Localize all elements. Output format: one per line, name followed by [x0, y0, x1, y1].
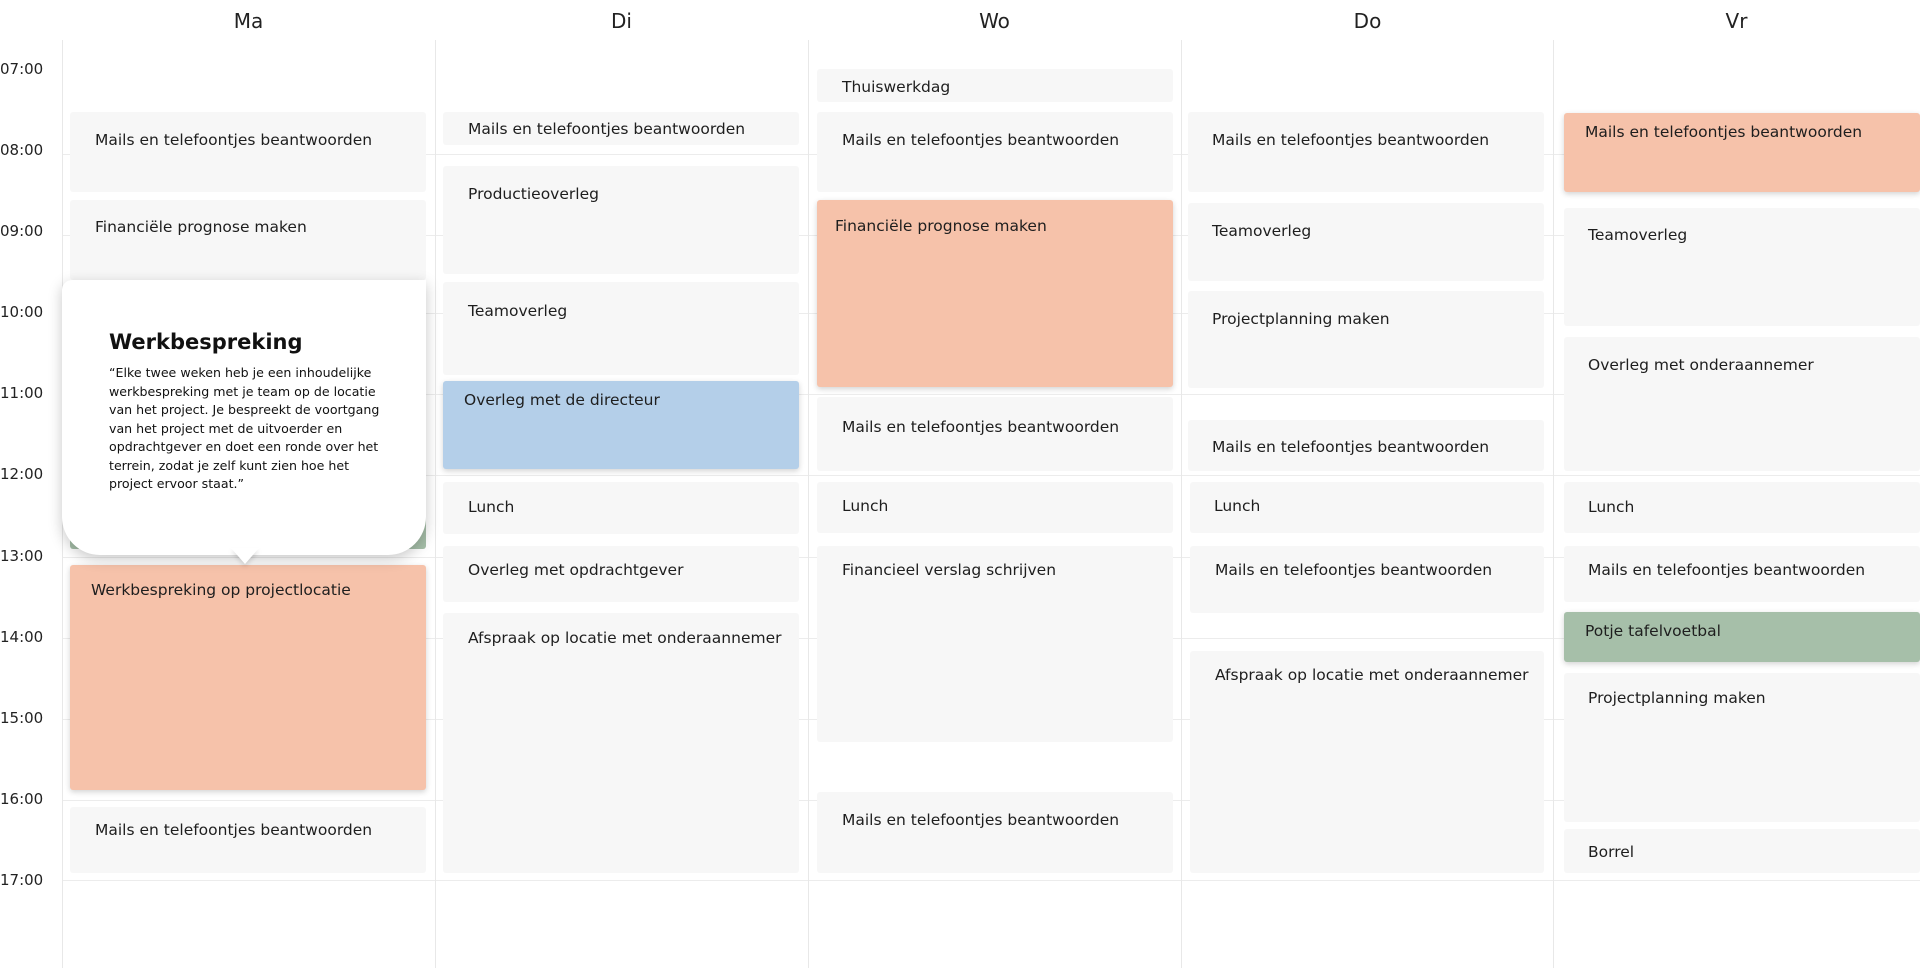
day-header-wo: Wo — [979, 9, 1010, 33]
column-divider — [1553, 40, 1554, 968]
tooltip-pointer — [231, 548, 259, 564]
event-do-lunch[interactable]: Lunch — [1190, 482, 1544, 533]
event-ma-prognose[interactable]: Financiële prognose maken — [70, 200, 426, 280]
time-label: 14:00 — [0, 628, 44, 646]
time-label: 07:00 — [0, 60, 44, 78]
time-label: 10:00 — [0, 303, 44, 321]
event-ma-mails-2[interactable]: Mails en telefoontjes beantwoorden — [70, 807, 426, 873]
event-wo-thuiswerkdag[interactable]: Thuiswerkdag — [817, 69, 1173, 102]
time-label: 09:00 — [0, 222, 44, 240]
event-di-afspraak[interactable]: Afspraak op locatie met onderaannemer — [443, 613, 799, 873]
event-do-afspraak[interactable]: Afspraak op locatie met onderaannemer — [1190, 651, 1544, 873]
tooltip-title: Werkbespreking — [109, 330, 303, 354]
time-label: 08:00 — [0, 141, 44, 159]
event-ma-werkbespreking[interactable]: Werkbespreking op projectlocatie — [70, 565, 426, 790]
event-ma-mails-1[interactable]: Mails en telefoontjes beantwoorden — [70, 112, 426, 192]
day-header-ma: Ma — [233, 9, 264, 33]
event-di-productieoverleg[interactable]: Productieoverleg — [443, 166, 799, 274]
event-di-mails[interactable]: Mails en telefoontjes beantwoorden — [443, 112, 799, 145]
event-di-directeur[interactable]: Overleg met de directeur — [443, 381, 799, 469]
time-label: 11:00 — [0, 384, 44, 402]
event-vr-mails-2[interactable]: Mails en telefoontjes beantwoorden — [1564, 546, 1920, 602]
time-label: 17:00 — [0, 871, 44, 889]
event-wo-mails-3[interactable]: Mails en telefoontjes beantwoorden — [817, 792, 1173, 873]
event-do-projectplanning[interactable]: Projectplanning maken — [1188, 291, 1544, 388]
event-do-mails-3[interactable]: Mails en telefoontjes beantwoorden — [1190, 546, 1544, 613]
event-vr-onderaannemer[interactable]: Overleg met onderaannemer — [1564, 337, 1920, 471]
event-wo-mails-1[interactable]: Mails en telefoontjes beantwoorden — [817, 112, 1173, 192]
gridline — [62, 880, 1920, 881]
event-di-opdrachtgever[interactable]: Overleg met opdrachtgever — [443, 546, 799, 602]
event-do-mails-2[interactable]: Mails en telefoontjes beantwoorden — [1188, 420, 1544, 471]
event-wo-lunch[interactable]: Lunch — [817, 482, 1173, 533]
event-vr-teamoverleg[interactable]: Teamoverleg — [1564, 208, 1920, 326]
event-vr-borrel[interactable]: Borrel — [1564, 829, 1920, 873]
day-header-di: Di — [611, 9, 632, 33]
event-wo-prognose[interactable]: Financiële prognose maken — [817, 200, 1173, 387]
time-label: 13:00 — [0, 547, 44, 565]
event-tooltip — [62, 280, 426, 555]
event-wo-mails-2[interactable]: Mails en telefoontjes beantwoorden — [817, 397, 1173, 471]
time-label: 16:00 — [0, 790, 44, 808]
time-label: 12:00 — [0, 465, 44, 483]
event-di-lunch[interactable]: Lunch — [443, 482, 799, 534]
event-vr-lunch[interactable]: Lunch — [1564, 482, 1920, 533]
event-di-teamoverleg[interactable]: Teamoverleg — [443, 282, 799, 375]
day-header-vr: Vr — [1725, 9, 1748, 33]
event-do-mails-1[interactable]: Mails en telefoontjes beantwoorden — [1188, 112, 1544, 192]
event-wo-verslag[interactable]: Financieel verslag schrijven — [817, 546, 1173, 742]
event-vr-mails-1[interactable]: Mails en telefoontjes beantwoorden — [1564, 113, 1920, 192]
tooltip-body: “Elke twee weken heb je een inhoudelijke werkbespreking met je team op de locatie van het project. Je bespreekt de voortgang van het project met de uitvoerder en opdrachtgever en doet een ronde over het terrein, zodat je zelf kunt zien hoe het project ervoor staat.” — [109, 365, 380, 491]
column-divider — [808, 40, 809, 968]
event-do-teamoverleg[interactable]: Teamoverleg — [1188, 203, 1544, 281]
event-vr-tafelvoetbal[interactable]: Potje tafelvoetbal — [1564, 612, 1920, 662]
day-header-do: Do — [1353, 9, 1382, 33]
event-vr-projectplanning[interactable]: Projectplanning maken — [1564, 673, 1920, 822]
column-divider — [1181, 40, 1182, 968]
column-divider — [435, 40, 436, 968]
time-label: 15:00 — [0, 709, 44, 727]
